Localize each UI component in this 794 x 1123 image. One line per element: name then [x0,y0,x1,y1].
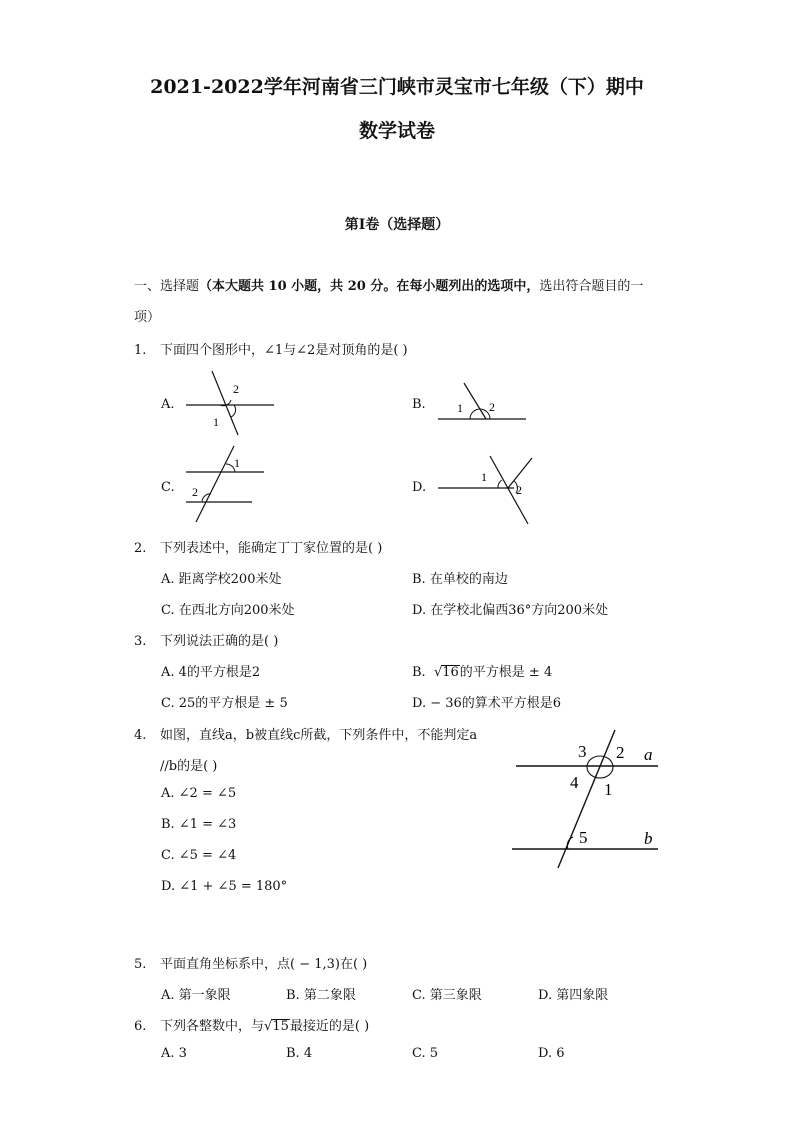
part-name: 选择题 [160,279,200,294]
part-desc-b: 选出符合题目的一 [539,279,644,294]
page-title-line1: 2021-2022学年河南省三门峡市灵宝市七年级（下）期中 [150,76,644,98]
sqrt-icon: √ [264,1019,273,1034]
question-stem-a: 下列各整数中，与 [160,1019,265,1034]
q3-option-b-radicand: 16 [442,665,459,680]
q2-option-c[interactable]: C. 在西北方向200米处 [161,603,295,618]
q5-option-b[interactable]: B. 第二象限 [286,988,356,1003]
page-title-line2: 数学试卷 [358,120,435,142]
q6-option-b[interactable]: B. 4 [286,1046,313,1061]
q3-option-d[interactable]: D. − 36的算术平方根是6 [412,696,562,711]
q5-option-c[interactable]: C. 第三象限 [412,988,482,1003]
q4-label-2: 2 [616,743,625,762]
q4-label-4: 4 [570,773,579,792]
q6-option-a[interactable]: A. 3 [161,1046,187,1061]
question-4-stem-line2: //b的是( ) [160,759,218,774]
question-number: 4. [134,728,147,743]
q1d-label-2: 2 [516,483,522,497]
q5-option-d[interactable]: D. 第四象限 [538,988,609,1003]
q1d-label-1: 1 [481,470,487,484]
q4-option-d[interactable]: D. ∠1 + ∠5 = 180° [161,879,288,894]
part-prefix: 一、 [134,279,161,294]
question-number: 1. [134,343,147,358]
q4-label-3: 3 [578,742,587,761]
question-stem-b: 最接近的是( ) [289,1019,370,1034]
question-1 [134,339,408,358]
q1-figure-b [432,375,532,427]
q4-option-b[interactable]: B. ∠1 = ∠3 [161,817,237,832]
part-desc-c: 项） [134,310,161,325]
q1b-label-1: 1 [457,401,463,415]
question-stem: 平面直角坐标系中，点( − 1,3)在( ) [160,957,368,972]
q4-figure [508,722,668,872]
sqrt-icon: √ [433,665,443,680]
question-2 [134,537,382,556]
question-5 [134,953,367,972]
q2-option-b[interactable]: B. 在单校的南边 [412,572,508,587]
q2-option-d[interactable]: D. 在学校北偏西36°方向200米处 [412,603,609,618]
question-4 [134,724,477,743]
question-stem: 如图，直线a，b被直线c所截，下列条件中，不能判定a [160,728,478,743]
part-description [134,275,643,294]
q4-option-c[interactable]: C. ∠5 = ∠4 [161,848,237,863]
section-heading: 第Ⅰ卷（选择题） [344,217,450,233]
q3-option-b-rest: 的平方根是 ± 4 [459,665,553,680]
question-6 [134,1015,369,1034]
q4-label-5: 5 [579,828,588,847]
question-3 [134,630,278,649]
question-number: 2. [134,541,147,556]
q1c-label-2: 2 [192,485,198,499]
q1-figure-c [180,442,280,526]
question-stem: 下列表述中，能确定丁丁家位置的是( ) [160,541,383,556]
q1b-label-2: 2 [489,400,495,414]
question-6-radicand: 15 [272,1019,289,1034]
q5-option-a[interactable]: A. 第一象限 [161,988,231,1003]
q4-label-b: b [644,829,653,848]
q6-option-d[interactable]: D. 6 [538,1046,565,1061]
q6-option-c[interactable]: C. 5 [412,1046,439,1061]
question-number: 5. [134,957,147,972]
q1-option-d[interactable]: D. [412,480,427,495]
question-stem: 下面四个图形中，∠1与∠2是对顶角的是( ) [160,343,408,358]
q1-option-b[interactable]: B. [412,397,426,412]
q1-figure-d [432,450,542,532]
q4-option-a[interactable]: A. ∠2 = ∠5 [161,786,237,801]
part-desc-a: （本大题共 10 小题，共 20 分。在每小题列出的选项中， [199,279,540,294]
q3-option-a[interactable]: A. 4的平方根是2 [161,665,261,680]
q3-option-b[interactable] [412,661,552,680]
q4-label-1: 1 [604,780,613,799]
q1a-label-2: 2 [233,382,239,396]
q3-option-b-letter: B. [412,665,426,680]
question-stem: 下列说法正确的是( ) [160,634,279,649]
question-number: 3. [134,634,147,649]
q1-option-a[interactable]: A. [161,397,175,412]
q2-option-a[interactable]: A. 距离学校200米处 [161,572,282,587]
q3-option-c[interactable]: C. 25的平方根是 ± 5 [161,696,288,711]
q1c-label-1: 1 [234,456,240,470]
q1-option-c[interactable]: C. [161,480,175,495]
q4-label-a: a [644,745,653,764]
question-number: 6. [134,1019,147,1034]
q1-figure-a [180,365,280,441]
q1a-label-1: 1 [213,415,219,429]
